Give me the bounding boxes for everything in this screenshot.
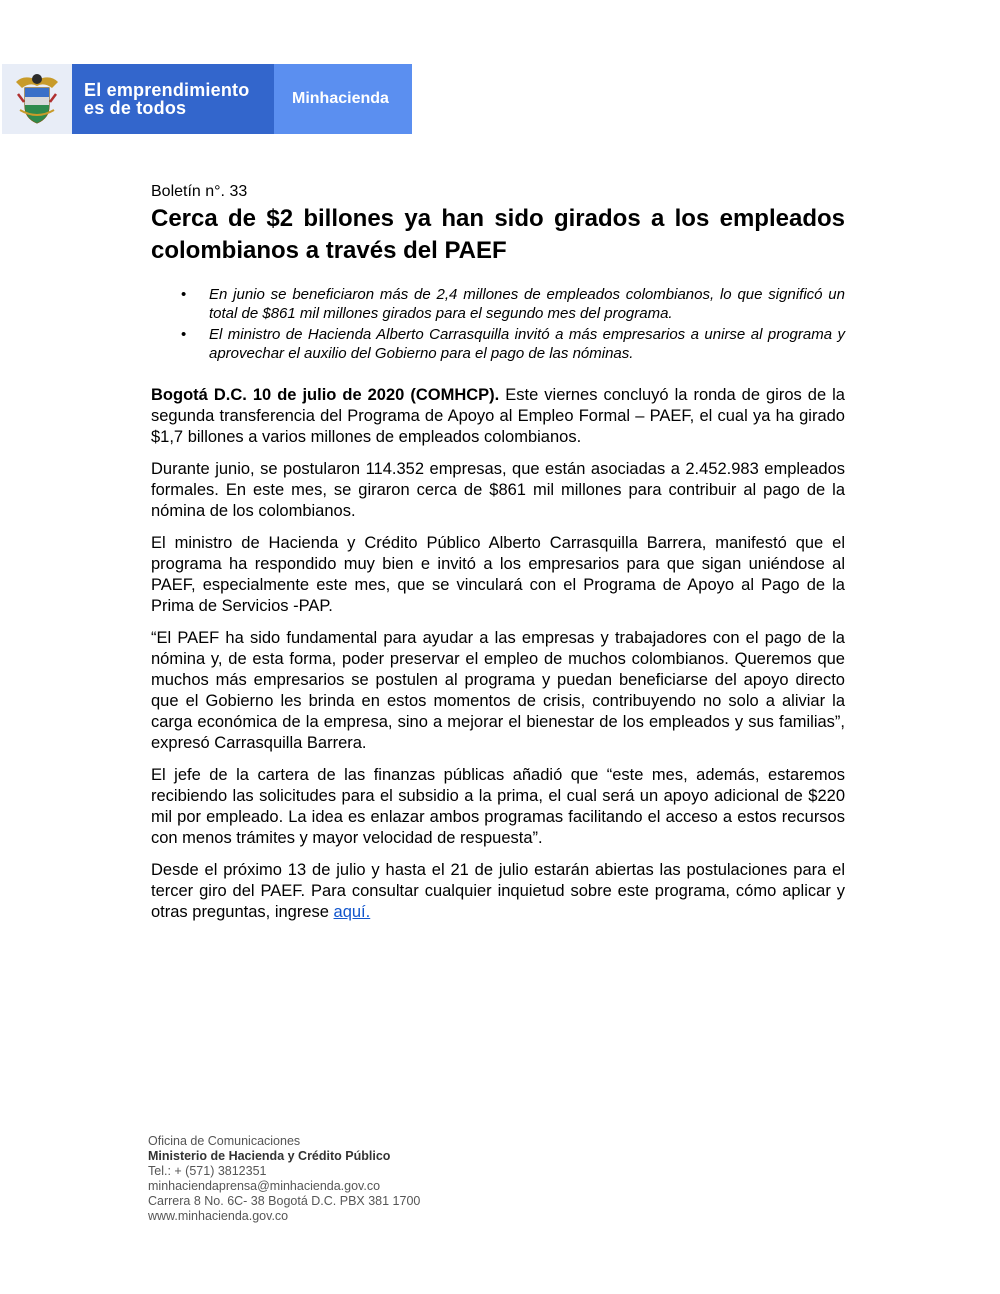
highlight-item: • En junio se beneficiaron más de 2,4 millones de empleados colombianos, lo que significó un total de $861 mil millones girados para el segundo mes del programa. <box>209 285 845 323</box>
brand-name: Minhacienda <box>274 64 412 134</box>
highlight-item: • El ministro de Hacienda Alberto Carrasquilla invitó a más empresarios a unirse al programa y aprovechar el auxilio del Gobierno para el pago de las nóminas. <box>209 325 845 363</box>
footer-address: Carrera 8 No. 6C- 38 Bogotá D.C. PBX 381 1700 <box>148 1194 421 1208</box>
dateline: Bogotá D.C. 10 de julio de 2020 (COMHCP). <box>151 386 500 404</box>
footer-phone: Tel.: + (571) 3812351 <box>148 1164 267 1178</box>
footer-contact <box>148 1134 420 1224</box>
logo-line-2: es de todos <box>84 98 187 118</box>
paragraph-6 <box>151 860 845 923</box>
footer-website: www.minhacienda.gov.co <box>148 1209 289 1223</box>
article <box>151 183 845 934</box>
bulletin-number: Boletín n°. 33 <box>151 183 248 200</box>
footer-office: Oficina de Comunicaciones <box>148 1134 301 1148</box>
colombia-coat-of-arms-icon <box>2 64 72 134</box>
paragraph-3: El ministro de Hacienda y Crédito Público Alberto Carrasquilla Barrera, manifestó que el programa ha respondido muy bien e invitó a los empresarios para que sigan uniéndose al PAEF, especialmente este mes, que se vinculará con el Programa de Apoyo al Pago de la Prima de Servicios -PAP. <box>151 534 845 615</box>
paragraph-6-text: Desde el próximo 13 de julio y hasta el 21 de julio estarán abiertas las postulaciones para el tercer giro del PAEF. Para consultar cualquier inquietud sobre este programa, cómo aplicar y otras preguntas, ingrese <box>151 861 845 921</box>
logo-primary-block <box>2 64 274 134</box>
info-link[interactable]: aquí. <box>333 903 371 921</box>
paragraph-5: El jefe de la cartera de las finanzas públicas añadió que “este mes, además, estaremos recibiendo las solicitudes para el subsidio a la prima, el cual será un apoyo adicional de $220 mil por empleado. La idea es enlazar ambos programas facilitando el acceso a estos recursos con menos trámites y mayor velocidad de respuesta”. <box>151 766 845 847</box>
paragraph-2: Durante junio, se postularon 114.352 empresas, que están asociadas a 2.452.983 empleados formales. En este mes, se giraron cerca de $861 mil millones para contribuir al pago de la nómina de los colombianos. <box>151 460 845 520</box>
highlights-list <box>151 285 845 363</box>
logo-line-1: El emprendimiento <box>84 80 250 100</box>
headline: Cerca de $2 billones ya han sido girados a los empleados colombianos a través del PAEF <box>151 205 845 264</box>
footer-email: minhaciendaprensa@minhacienda.gov.co <box>148 1179 381 1193</box>
paragraph-1-text: Este viernes concluyó la ronda de giros de la segunda transferencia del Programa de Apoyo al Empleo Formal – PAEF, el cual ya ha girado $1,7 billones a varios millones de empleados colombianos. <box>151 386 845 446</box>
paragraph-4: “El PAEF ha sido fundamental para ayudar a las empresas y trabajadores con el pago de la nómina y, de esta forma, poder preservar el empleo de muchos colombianos. Queremos que muchos más empresarios se postulen al programa y puedan beneficiarse del apoyo directo que el Gobierno les brinda en estos momentos de crisis, contribuyendo no solo a aliviar la carga económica de la empresa, sino a mejorar el bienestar de los empleados y sus familias”, expresó Carrasquilla Barrera. <box>151 629 845 752</box>
footer-ministry: Ministerio de Hacienda y Crédito Público <box>148 1149 391 1163</box>
paragraph-1 <box>151 385 845 448</box>
header-logo <box>2 64 412 134</box>
